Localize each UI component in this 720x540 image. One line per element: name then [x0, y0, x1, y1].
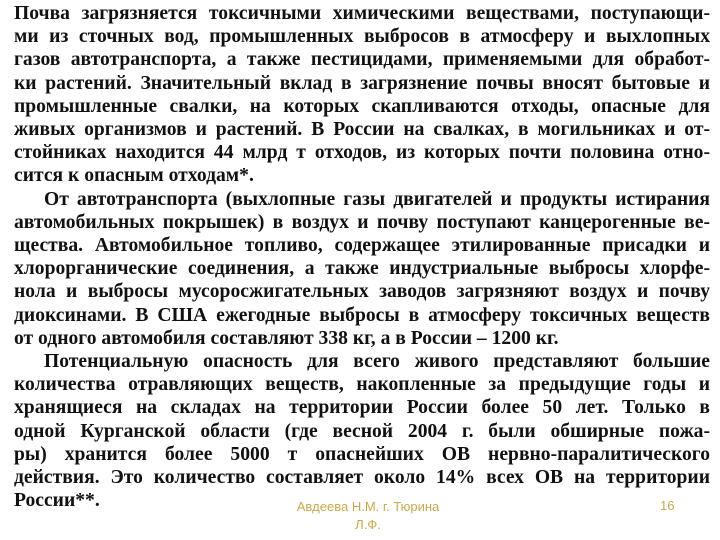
text-line: действия. Это количество составляет около 14% всех ОВ на территории	[14, 467, 710, 489]
text-line: Почва загрязняется токсичными химическими веществами, поступающи-	[14, 3, 710, 24]
page-number: 16	[660, 498, 675, 513]
text-line: России**.	[14, 490, 100, 512]
text-line: количества отравляющих веществ, накопленные за предыдущие годы и	[14, 374, 710, 396]
text-line: Потенциальную опасность для всего живого представляют большие	[44, 351, 710, 373]
text-line: от одного автомобиля составляют 338 кг, а в России – 1200 кг.	[14, 327, 559, 349]
text-line: стойниках находится 44 млрд т отходов, из которых почти половина отно-	[14, 142, 710, 164]
document-text	[14, 2, 710, 512]
text-line: щества. Автомобильное топливо, содержащее этилированные присадки и	[14, 235, 710, 257]
footer-author	[258, 498, 478, 534]
text-line: одной Курганской области (где весной 2004 г. были обширные пожа-	[14, 420, 710, 442]
text-line: ми из сточных вод, промышленных выбросов в атмосферу и выхлопных	[14, 26, 710, 48]
text-line: диоксинами. В США ежегодные выбросы в атмосферу токсичных веществ	[14, 304, 710, 326]
footer-author-line1: Авдеева Н.М. г. Тюрина	[296, 499, 440, 514]
text-line: хранящиеся на складах на территории России более 50 лет. Только в	[14, 397, 710, 419]
text-line: автомобильных покрышек) в воздух и почву поступают канцерогенные ве-	[14, 211, 710, 233]
text-line: ки растений. Значительный вклад в загрязнение почвы вносят бытовые и	[14, 72, 710, 94]
paragraph-1	[14, 2, 710, 188]
paragraph-3	[14, 350, 710, 512]
text-line: ры) хранится более 5000 т опаснейших ОВ нервно-паралитического	[14, 443, 710, 465]
text-line: нола и выбросы мусоросжигательных заводов загрязняют воздух и почву	[14, 281, 710, 303]
text-line: хлорорганические соединения, а также индустриальные выбросы хлорфе-	[14, 258, 710, 280]
text-line: От автотранспорта (выхлопные газы двигателей и продукты истирания	[44, 188, 710, 210]
text-line: газов автотранспорта, а также пестицидами, применяемыми для обработ-	[14, 49, 710, 71]
footer-author-line2: Л.Ф.	[355, 517, 381, 532]
text-line: сится к опасным отходам*.	[14, 165, 254, 187]
paragraph-2	[14, 188, 710, 350]
text-line: живых организмов и растений. В России на свалках, в могильниках и от-	[14, 119, 710, 141]
text-line: промышленные свалки, на которых скапливаются отходы, опасные для	[14, 95, 710, 117]
slide-footer	[0, 490, 720, 540]
